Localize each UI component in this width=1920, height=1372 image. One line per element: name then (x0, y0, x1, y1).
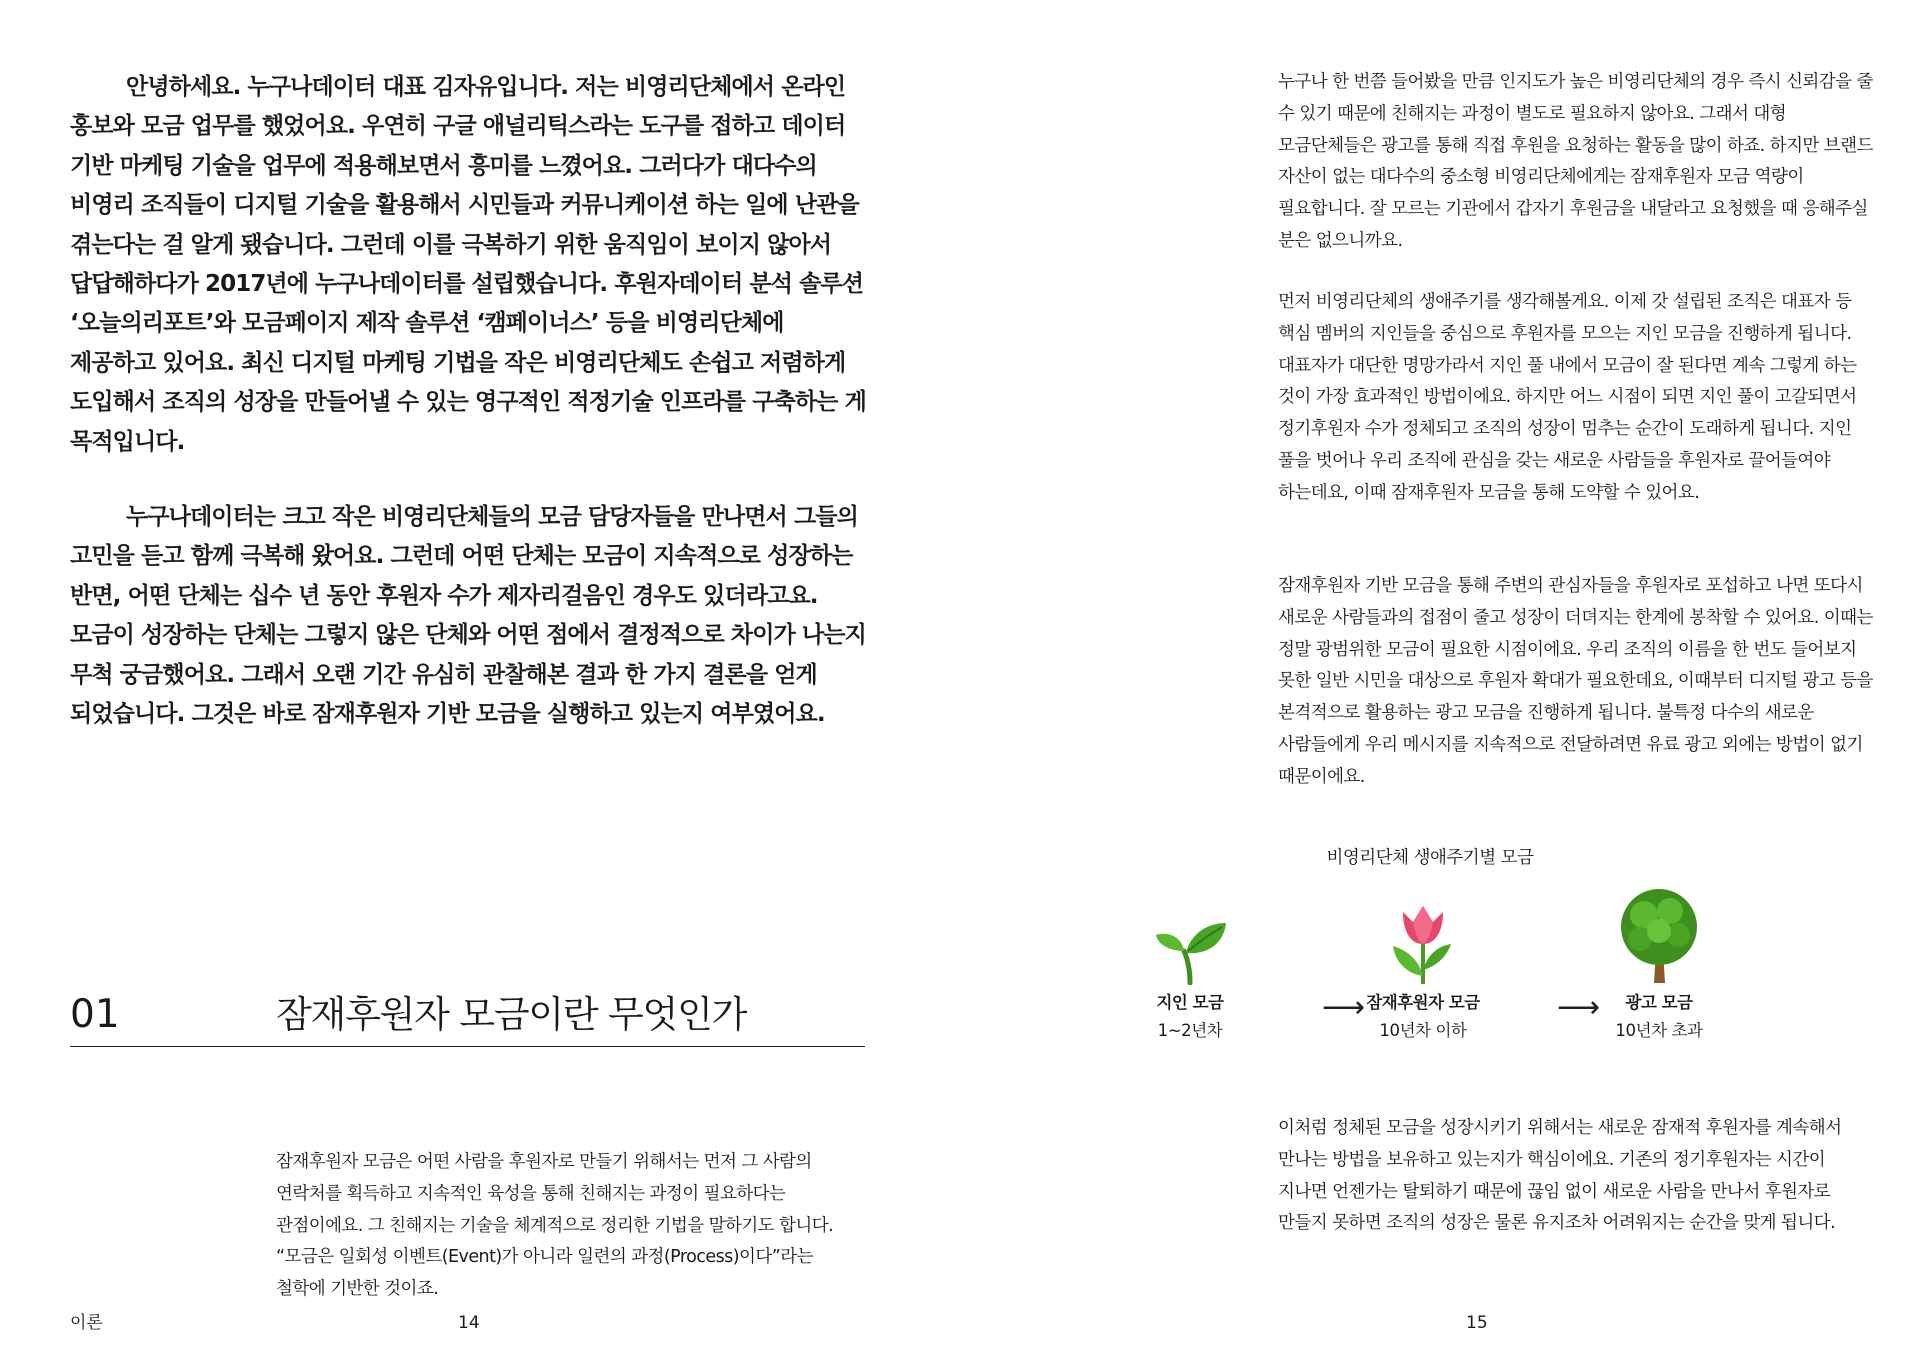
body-paragraph: 잠재후원자 모금은 어떤 사람을 후원자로 만들기 위해서는 먼저 그 사람의 연락처를 획득하고 지속적인 육성을 통해 친해지는 과정이 필요하다는 관점이에요. 그 친해지는 기술을 체계적으로 정리한 기법을 말하기도 합니다. “모금은 일회성 이벤트(Event)가 아니라 일련의 과정(Process)이다”라는 철학에 기반한 것이죠. (276, 1152, 834, 1300)
intro-paragraph: 누구나데이터는 크고 작은 비영리단체들의 모금 담당자들을 만나면서 그들의 고민을 듣고 함께 극복해 왔어요. 그런데 어떤 단체는 모금이 지속적으로 성장하는 반면, 어떤 단체는 십수 년 동안 후원자 수가 제자리걸음인 경우도 있더라고요. 모금이 성장하는 단체는 그렇지 않은 단체와 어떤 점에서 결정적으로 차이가 나는지 무척 궁금했어요. 그래서 오랜 기간 유심히 관찰해본 결과 한 가지 결론을 얻게 되었습니다. 그것은 바로 잠재후원자 기반 모금을 실행하고 있는지 여부였어요. (70, 504, 866, 728)
arrow-icon: ⟶ (1557, 990, 1601, 1025)
stage-period: 10년차 초과 (1615, 1021, 1703, 1040)
diagram-title: 비영리단체 생애주기별 모금 (1326, 848, 1534, 868)
chapter-number: 01 (70, 992, 120, 1037)
stage-advertising (1569, 885, 1749, 1043)
page-number-right: 15 (1466, 1313, 1488, 1333)
intro-section (70, 68, 870, 771)
page-number-left: 14 (458, 1313, 480, 1333)
stage-period: 1~2년차 (1157, 1021, 1223, 1040)
chapter-title: 잠재후원자 모금이란 무엇인가 (276, 993, 747, 1036)
body-paragraph: 먼저 비영리단체의 생애주기를 생각해볼게요. 이제 갓 설립된 조직은 대표자 등 핵심 멤버의 지인들을 중심으로 후원자를 모으는 지인 모금을 진행하게 됩니다. 대표자가 대단한 명망가라서 지인 풀 내에서 모금이 잘 된다면 계속 그렇게 하는 것이 가장 효과적인 방법이에요. 하지만 어느 시점이 되면 지인 풀이 고갈되면서 정기후원자 수가 정체되고 조직의 성장이 멈추는 순간이 도래하게 됩니다. 지인 풀을 벗어나 우리 조직에 관심을 갖는 새로운 사람들을 후원자로 끌어들여야 하는데요, 이때 잠재후원자 모금을 통해 도약할 수 있어요. (1278, 292, 1857, 503)
right-paragraph-block (1278, 287, 1878, 510)
right-paragraph-block (1278, 1113, 1878, 1240)
stage-name: 광고 모금 (1625, 993, 1693, 1012)
seedling-icon (1150, 915, 1230, 985)
footer-section-label: 이론 (70, 1313, 103, 1333)
stage-potential-donor (1333, 900, 1513, 1043)
stage-period: 10년차 이하 (1379, 1021, 1467, 1040)
tulip-icon (1383, 900, 1463, 985)
right-page (960, 0, 1920, 1372)
intro-paragraph: 안녕하세요. 누구나데이터 대표 김자유입니다. 저는 비영리단체에서 온라인 홍보와 모금 업무를 했었어요. 우연히 구글 애널리틱스라는 도구를 접하고 데이터 기반 마케팅 기술을 업무에 적용해보면서 흥미를 느꼈어요. 그러다가 대다수의 비영리 조직들이 디지털 기술을 활용해서 시민들과 커뮤니케이션 하는 일에 난관을 겪는다는 걸 알게 됐습니다. 그런데 이를 극복하기 위한 움직임이 보이지 않아서 답답해하다가 2017년에 누구나데이터를 설립했습니다. 후원자데이터 분석 솔루션 ‘오늘의리포트’와 모금페이지 제작 솔루션 ‘캠페이너스’ 등을 비영리단체에 제공하고 있어요. 최신 디지털 마케팅 기법을 작은 비영리단체도 손쉽고 저렴하게 도입해서 조직의 성장을 만들어낼 수 있는 영구적인 적정기술 인프라를 구축하는 게 목적입니다. (70, 74, 866, 455)
body-paragraph: 누구나 한 번쯤 들어봤을 만큼 인지도가 높은 비영리단체의 경우 즉시 신뢰감을 줄 수 있기 때문에 친해지는 과정이 별도로 필요하지 않아요. 그래서 대형 모금단체들은 광고를 통해 직접 후원을 요청하는 활동을 많이 하죠. 하지만 브랜드 자산이 없는 대다수의 중소형 비영리단체에게는 잠재후원자 모금 역량이 필요합니다. 잘 모르는 기관에서 갑자기 후원금을 내달라고 요청했을 때 응해주실 분은 없으니까요. (1278, 72, 1873, 251)
stage-name: 지인 모금 (1156, 993, 1224, 1012)
body-paragraph: 이처럼 정체된 모금을 성장시키기 위해서는 새로운 잠재적 후원자를 계속해서 만나는 방법을 보유하고 있는지가 핵심이에요. 기존의 정기후원자는 시간이 지나면 언젠가는 탈퇴하기 때문에 끊임 없이 새로운 사람을 만나서 후원자로 만들지 못하면 조직의 성장은 물론 유지조차 어려워지는 순간을 맞게 됩니다. (1278, 1118, 1842, 1234)
body-paragraph: 잠재후원자 기반 모금을 통해 주변의 관심자들을 후원자로 포섭하고 나면 또다시 새로운 사람들과의 접점이 줄고 성장이 더뎌지는 한계에 봉착할 수 있어요. 이때는 정말 광범위한 모금이 필요한 시점이에요. 우리 조직의 이름을 한 번도 들어보지 못한 일반 시민을 대상으로 후원자 확대가 필요한데요, 이때부터 디지털 광고 등을 본격적으로 활용하는 광고 모금을 진행하게 됩니다. 불특정 다수의 새로운 사람들에게 우리 메시지를 지속적으로 전달하려면 유료 광고 외에는 방법이 없기 때문이에요. (1278, 576, 1873, 787)
stage-acquaintance (1100, 915, 1280, 1043)
right-paragraph-block (1278, 67, 1878, 258)
right-paragraph-block (1278, 571, 1878, 794)
tree-icon (1612, 885, 1707, 985)
chapter-heading (70, 990, 865, 1047)
chapter-body (276, 1147, 856, 1306)
stage-name: 잠재후원자 모금 (1366, 993, 1480, 1012)
arrow-icon: ⟶ (1322, 990, 1366, 1025)
